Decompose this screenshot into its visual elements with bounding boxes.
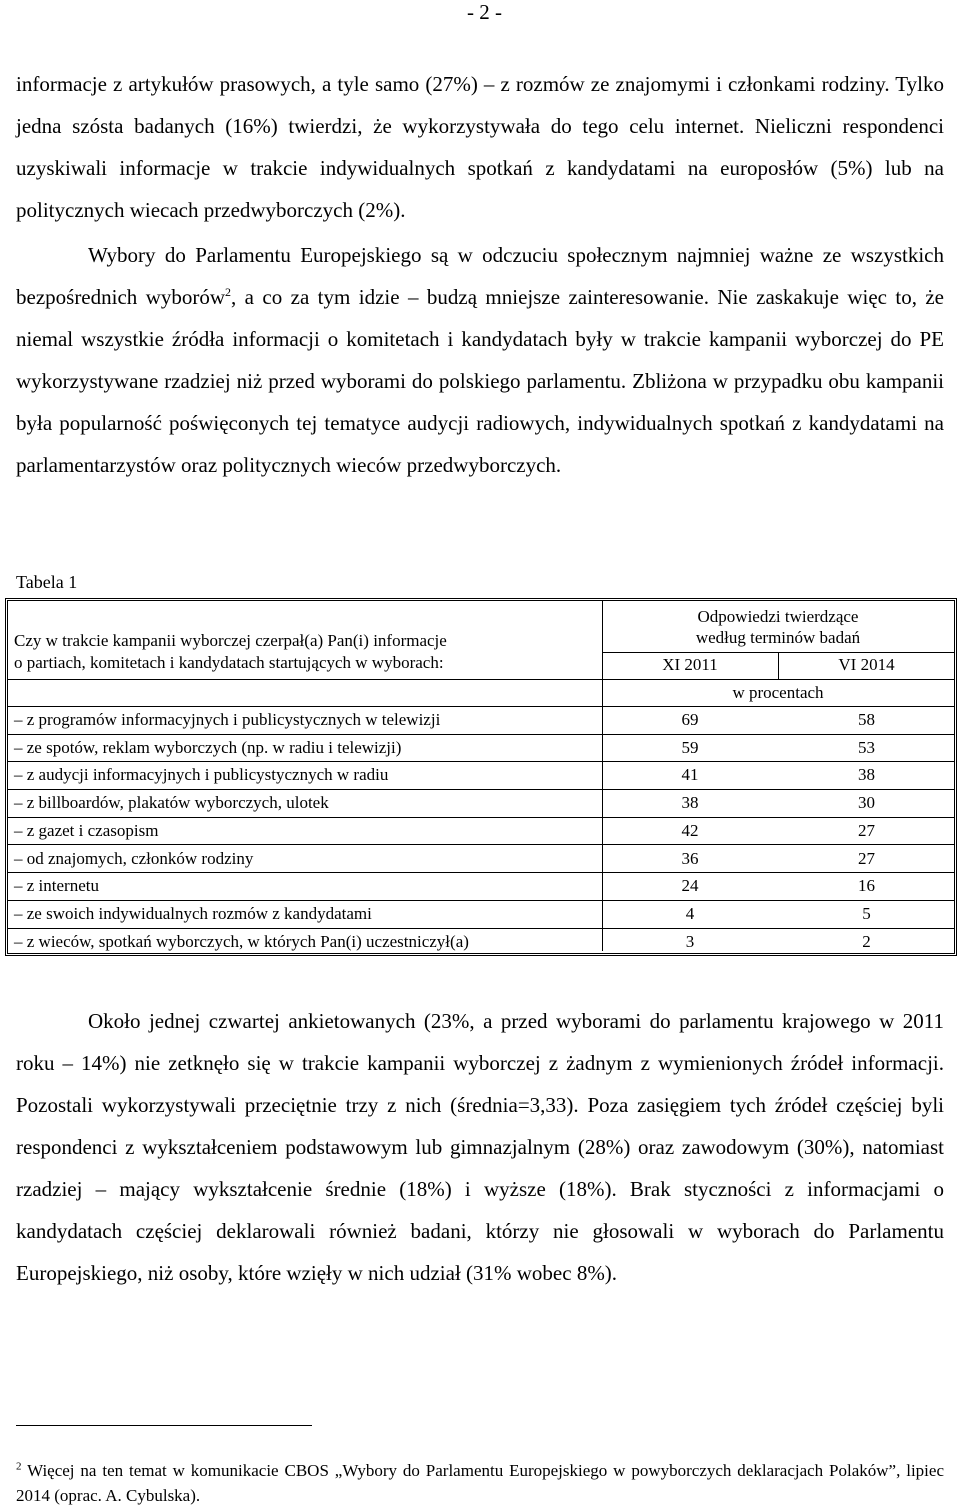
- value-vi-2014: 16: [858, 876, 875, 896]
- value-vi-2014: 27: [858, 820, 875, 840]
- column-xi-2011: XI 2011: [662, 655, 718, 674]
- column-vi-2014: VI 2014: [838, 655, 895, 674]
- footnote-text: Więcej na ten temat w komunikacie CBOS „Wybory do Parlamentu Europejskiego w powyborczych deklaracjach Polaków”, lipiec 2014 (oprac. A. Cybulska).: [16, 1461, 944, 1505]
- value-vi-2014: 58: [858, 710, 875, 729]
- row-label: – z programów informacyjnych i publicystycznych w telewizji: [14, 710, 441, 729]
- footnote-marker: 2: [16, 1460, 22, 1473]
- row-label: – z wieców, spotkań wyborczych, w których Pan(i) uczestniczył(a): [14, 931, 469, 951]
- row-label: – ze swoich indywidualnych rozmów z kandydatami: [14, 903, 372, 923]
- table-row: [8, 707, 954, 735]
- row-label: – z gazet i czasopism: [14, 820, 159, 840]
- value-xi-2011: 36: [681, 848, 699, 868]
- row-label: – od znajomych, członków rodziny: [14, 848, 254, 868]
- table-header-dates: według terminów badań: [695, 628, 861, 647]
- value-xi-2011: 69: [681, 710, 699, 729]
- footnote-separator: [16, 1425, 312, 1426]
- table-row: [8, 735, 954, 763]
- value-vi-2014: 2: [862, 931, 871, 951]
- table-row: [8, 901, 954, 929]
- page-number: - 2 -: [467, 0, 502, 24]
- table-row: [8, 762, 954, 790]
- table-question-line-1: Czy w trakcie kampanii wyborczej czerpał(a) Pan(i) informacje: [14, 631, 447, 650]
- table-row: [8, 929, 954, 957]
- value-xi-2011: 24: [681, 876, 699, 896]
- table-caption: Tabela 1: [16, 572, 78, 592]
- row-label: – z billboardów, plakatów wyborczych, ulotek: [14, 793, 329, 813]
- data-table: [5, 598, 957, 956]
- table-row: [8, 846, 954, 874]
- footnote-reference[interactable]: 2: [225, 285, 232, 299]
- value-xi-2011: 41: [681, 765, 699, 785]
- value-vi-2014: 5: [862, 903, 871, 923]
- row-label: – z internetu: [14, 876, 99, 896]
- paragraph-2: [16, 234, 944, 486]
- value-xi-2011: 42: [681, 820, 699, 840]
- footnote: [16, 1458, 944, 1508]
- table-question-line-2: o partiach, komitetach i kandydatach startujących w wyborach:: [14, 653, 444, 672]
- value-xi-2011: 59: [681, 737, 699, 757]
- paragraph-2-start: Wybory do Parlamentu Europejskiego są w odczuciu społecznym najmniej ważne ze wszystkich bezpośrednich wyborów: [16, 243, 944, 309]
- paragraph-3: Około jednej czwartej ankietowanych (23%, a przed wyborami do parlamentu krajowego w 2011 roku – 14%) nie zetknęło się w trakcie kampanii wyborczej z żadnym z wymienionych źródeł informacji. Pozostali wykorzystywali przeciętnie trzy z nich (średnia=3,33). Poza zasięgiem tych źródeł częściej byli respondenci z wykształceniem podstawowym lub gimnazjalnym (28%) oraz zawodowym (30%), natomiast rzadziej – mający wykształcenie średnie (18%) i wyższe (18%). Brak styczności z informacjami o kandydatach częściej deklarowali również badani, którzy nie głosowali w wyborach do Parlamentu Europejskiego, niż osoby, które wzięły w nich udział (31% wobec 8%).: [16, 1009, 944, 1285]
- row-label: – z audycji informacyjnych i publicystycznych w radiu: [14, 765, 389, 785]
- value-xi-2011: 38: [681, 793, 699, 813]
- header-divider-full: [8, 679, 954, 680]
- paragraph-2-rest: , a co za tym idzie – budzą mniejsze zainteresowanie. Nie zaskakuje więc to, że niemal wszystkie źródła informacji o komitetach i kandydatach były w trakcie kampanii wyborczej do PE wykorzystywane rzadziej niż przed wyborami do polskiego parlamentu. Zbliżona w przypadku obu kampanii była popularność poświęconych tej tematyce audycji radiowych, indywidualnych spotkań z kandydatami na parlamentarzystów oraz politycznych wieców przedwyborczych.: [16, 285, 944, 477]
- table-row: [8, 873, 954, 901]
- value-xi-2011: 4: [685, 903, 695, 923]
- table-row: [8, 818, 954, 846]
- unit-label: w procentach: [732, 683, 824, 702]
- value-xi-2011: 3: [685, 931, 695, 951]
- table-header-answers: Odpowiedzi twierdzące: [697, 607, 859, 626]
- paragraph-1: informacje z artykułów prasowych, a tyle samo (27%) – z rozmów ze znajomymi i członkami rodziny. Tylko jedna szósta badanych (16%) twierdzi, że wykorzystywała do tego celu internet. Nieliczni respondenci uzyskiwali informacje w trakcie indywidualnych spotkań z kandydatami na europosłów (5%) lub na politycznych wiecach przedwyborczych (2%).: [16, 72, 944, 222]
- value-vi-2014: 53: [858, 737, 875, 757]
- table-row: [8, 790, 954, 818]
- value-vi-2014: 38: [858, 765, 875, 785]
- row-label: – ze spotów, reklam wyborczych (np. w radiu i telewizji): [14, 737, 402, 757]
- value-vi-2014: 27: [858, 848, 875, 868]
- value-vi-2014: 30: [858, 793, 875, 813]
